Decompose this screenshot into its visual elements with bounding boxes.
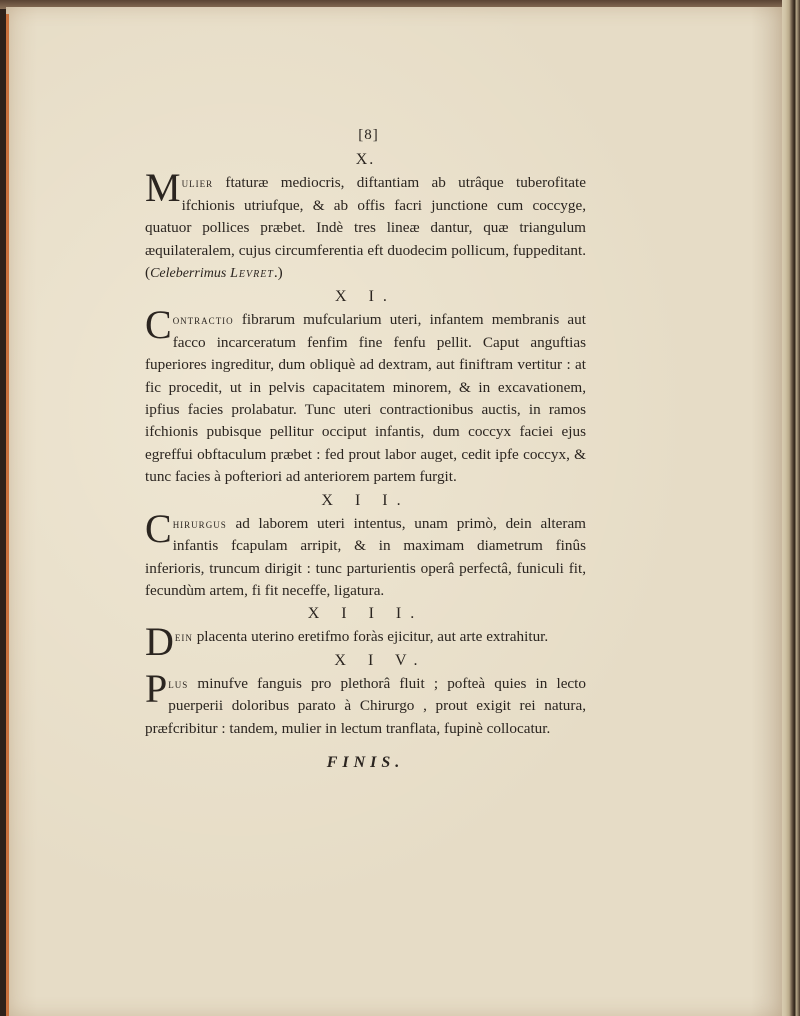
- section-heading-xiv: X I V.: [334, 651, 427, 669]
- section-heading-x: X.: [355, 151, 376, 169]
- paragraph-xi: [145, 302, 586, 488]
- citation-epithet: Celeberrimus: [150, 266, 227, 282]
- dropcap: C: [145, 302, 172, 348]
- paragraph-body: placenta uterino eretifmo foràs ejicitur, aut arte extrahitur.: [192, 628, 549, 646]
- lead-word: ein: [174, 629, 193, 645]
- citation-close: .): [273, 264, 283, 282]
- page-number: [8]: [358, 127, 379, 143]
- lead-word: ulier: [181, 175, 214, 191]
- paragraph-body: ad laborem uteri intentus, unam primò, dein alteram infantis fcapulam arripit, & in maximam diametrum finûs inferioris, truncum dirigit : tunc parturientis operâ perfectâ, funiculi fit, fecundùm artem, fi fit neceffe, ligatura.: [145, 514, 586, 599]
- section-heading-xii: X I I.: [321, 491, 410, 509]
- lead-word: hirurgus: [172, 515, 227, 531]
- book-spine-edge: [782, 0, 800, 1016]
- paragraph-body: minufve fanguis pro plethorâ fluit ; pofteà quies in lecto puerperii doloribus parato à Chirurgo , prout exigit rei natura, præfcribitur : tandem, mulier in lectum tranflata, fupinè collocatur.: [145, 674, 586, 737]
- dropcap: P: [145, 665, 168, 711]
- paragraph-x: [145, 165, 586, 285]
- paragraph-body: ftaturæ mediocris, diftantiam ab utrâque tuberofitate ifchionis utriufque, & ab offis facri junctione cum coccyge, quatuor pollices præbet. Indè tres lineæ dantur, quæ triangulum æquilateralem, cujus circumferentia eft duodecim pollicum, fuppeditant. (: [145, 174, 586, 282]
- section-heading-xiii: X I I I.: [307, 605, 424, 623]
- page-text-block: [145, 120, 586, 774]
- dropcap: C: [145, 505, 172, 551]
- dropcap: D: [145, 619, 174, 665]
- dropcap: M: [145, 165, 181, 211]
- finis-colophon: FINIS.: [326, 753, 405, 771]
- section-heading-xi: X I.: [335, 288, 396, 306]
- lead-word: ontractio: [172, 312, 234, 328]
- citation-author: Levret: [230, 266, 274, 282]
- paragraph-body: fibrarum mufcularium uteri, infantem membranis aut facco incarceratum fenfim fine fenfu pellit. Caput anguftias fuperiores ingreditur, dum obliquè ad dextram, aut finiftram vertitur : at fic procedit, ut in pelvis capacitatem minorem, & in excavationem, ipfius facies prolabatur. Tunc uteri contractionibus auctis, in ramos ifchionis pubisque pellitur occiput infantis, dum coccyx faciei ejus egreffui obftaculum præbet : fed prout labor auget, cedit ipfe coccyx, & tunc facies à pofteriori ad anteriorem partem furgit.: [145, 311, 586, 486]
- page-left-edge: [6, 14, 9, 1016]
- paragraph-xiv: [145, 665, 586, 740]
- paragraph-xii: [145, 505, 586, 603]
- lead-word: lus: [168, 675, 189, 691]
